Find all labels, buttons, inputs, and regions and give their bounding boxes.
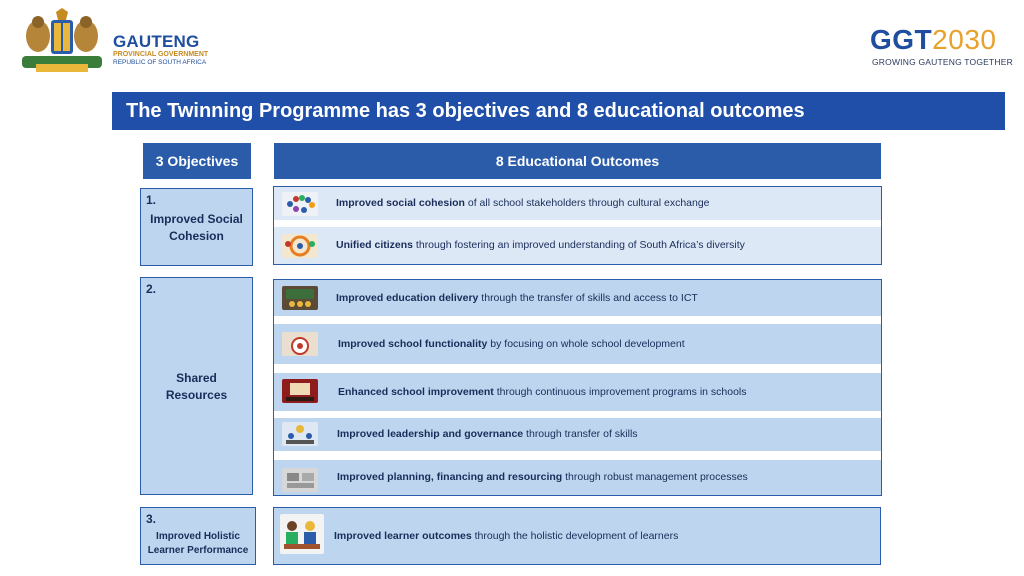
outcome-text: [338, 338, 685, 350]
leadership-icon: [282, 422, 318, 446]
outcome-detail: through the holistic development of learners: [471, 530, 679, 542]
outcome-detail: through robust management processes: [562, 471, 748, 483]
outcome-title: Improved education delivery: [336, 292, 479, 304]
outcome-detail: through the transfer of skills and access to ICT: [478, 292, 698, 304]
outcome-detail: through transfer of skills: [523, 428, 638, 440]
outcome-row: [274, 280, 881, 316]
outcome-row: [274, 227, 881, 264]
objective-label: Improved Social Cohesion: [150, 212, 243, 243]
objective-1-box: [140, 188, 253, 266]
outcomes-header: 8 Educational Outcomes: [274, 143, 881, 179]
outcome-row: [274, 460, 881, 495]
outcome-row: [274, 373, 881, 411]
objective-3-box: [140, 507, 256, 565]
slide-title: The Twinning Programme has 3 objectives and 8 educational outcomes: [112, 92, 1005, 130]
outcome-text: [337, 471, 748, 483]
presentation-icon: [282, 379, 318, 403]
outcome-text: [336, 292, 698, 304]
outcome-title: Improved learner outcomes: [334, 530, 472, 542]
ggt2030-tagline: GROWING GAUTENG TOGETHER: [872, 57, 1013, 67]
outcome-row: [274, 418, 881, 451]
planning-icon: [282, 468, 318, 492]
outcome-text: [334, 530, 678, 542]
classroom-icon: [282, 286, 318, 310]
target-icon: [282, 332, 318, 356]
objectives-header: 3 Objectives: [143, 143, 251, 179]
outcome-row: [274, 324, 881, 364]
outcome-detail: through continuous improvement programs in schools: [493, 386, 747, 398]
gauteng-title: GAUTENG: [113, 32, 200, 51]
objective-number: 2.: [146, 282, 157, 296]
objective-number: 3.: [146, 512, 157, 526]
outcome-row: [274, 508, 881, 564]
outcome-detail: by focusing on whole school development: [487, 338, 685, 350]
outcome-title: Improved leadership and governance: [337, 428, 524, 440]
outcome-text: [337, 428, 638, 440]
outcome-detail: of all school stakeholders through cultural exchange: [464, 197, 710, 209]
gauteng-country: REPUBLIC OF SOUTH AFRICA: [113, 59, 207, 66]
learners-icon: [280, 514, 324, 554]
ggt-year: 2030: [932, 24, 997, 55]
outcome-title: Improved social cohesion: [336, 197, 465, 209]
outcome-detail: through fostering an improved understanding of South Africa’s diversity: [413, 239, 745, 251]
outcome-title: Improved planning, financing and resourcing: [337, 471, 563, 483]
objective-label: Shared Resources: [165, 371, 228, 402]
diversity-group-icon: [282, 234, 318, 258]
ggt-text: GGT: [870, 24, 933, 55]
outcome-title: Unified citizens: [336, 239, 414, 251]
outcome-text: [338, 386, 747, 398]
gauteng-crest-logo: [16, 8, 108, 74]
ggt2030-logo: [870, 24, 996, 56]
objective-number: 1.: [146, 193, 157, 207]
outcome-text: [336, 197, 710, 209]
objective-label: Improved Holistic Learner Performance: [147, 531, 249, 556]
gauteng-subtitle: PROVINCIAL GOVERNMENT: [113, 51, 209, 58]
outcome-title: Improved school functionality: [338, 338, 488, 350]
outcome-title: Enhanced school improvement: [338, 386, 494, 398]
outcome-row: [274, 187, 881, 220]
people-circle-icon: [282, 192, 318, 216]
outcome-text: [336, 239, 745, 251]
objective-2-box: [140, 277, 253, 495]
